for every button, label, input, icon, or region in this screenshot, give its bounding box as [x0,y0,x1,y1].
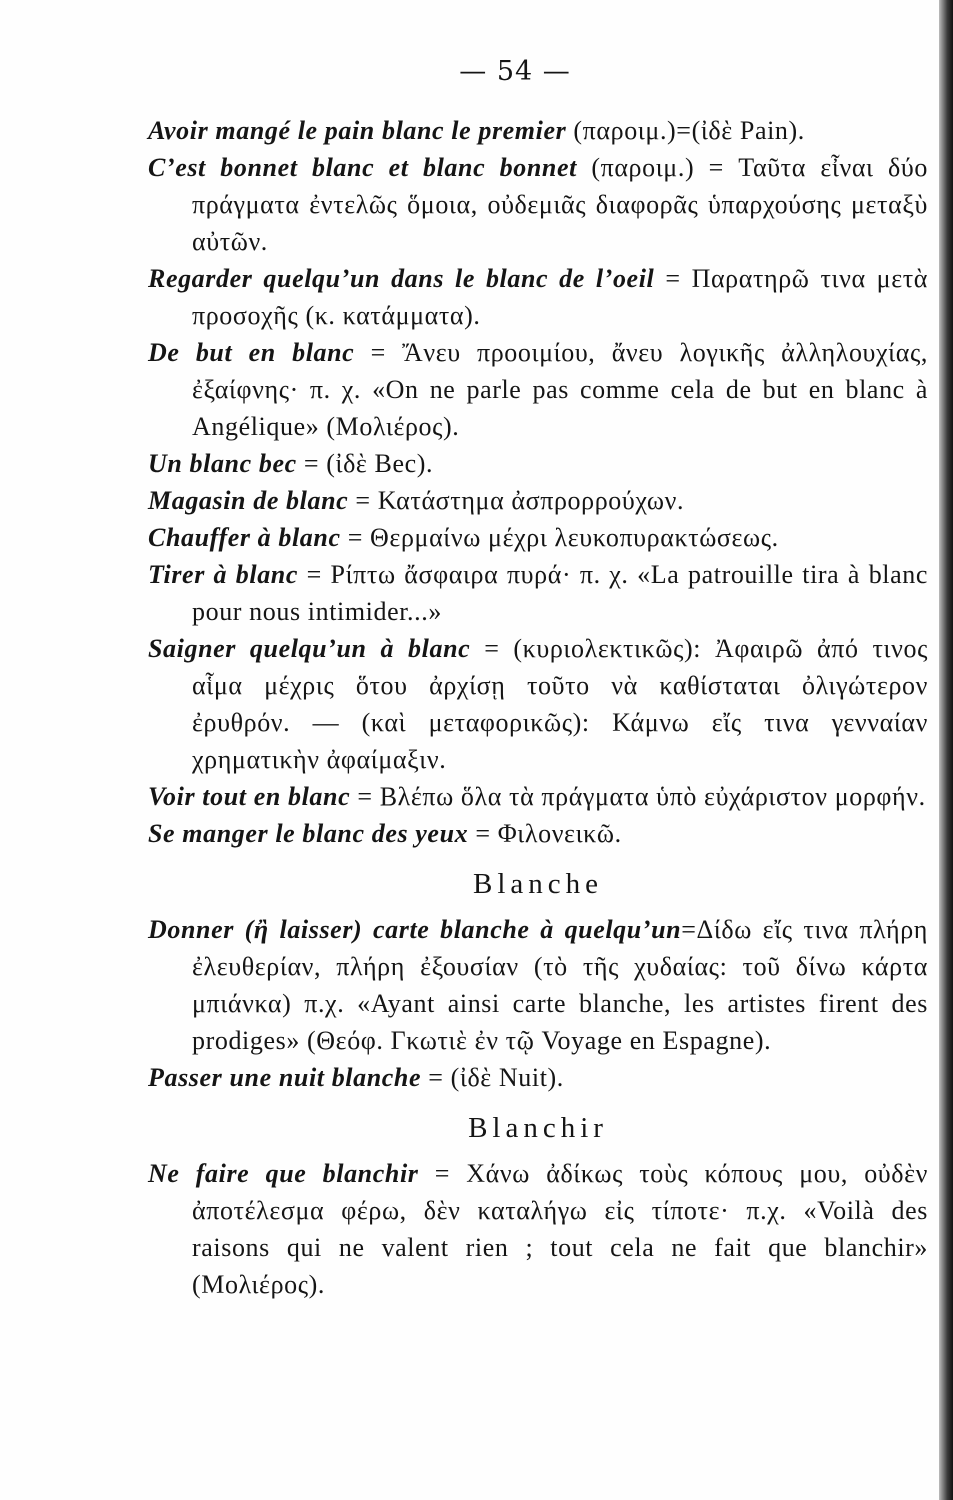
section-heading-blanchir: Blanchir [468,1112,608,1144]
entry-definition: = Θερμαίνω μέχρι λευκοπυρακτώσεως. [340,523,779,552]
entry-definition: = Ρίπτω ἄσφαιρα πυρά· π. χ. «La patrouille tira à blanc pour nous intimider...» [192,560,928,626]
entry-phrase: Se manger le blanc des yeux [148,819,469,848]
entry [148,1155,928,1303]
entry [148,519,928,556]
entry-definition: = Ἄνευ προοιμίου, ἄνευ λογικῆς ἀλληλουχίας, ἐξαίφνης· π. χ. «On ne parle pas comme cela de but en blanc à Angélique» (Μολιέρος). [192,338,928,441]
entry [148,149,928,260]
entry-definition: (παροιμ.)=(ἰδὲ Pain). [566,116,805,145]
entry [148,630,928,778]
entry-phrase: De but en blanc [148,338,355,367]
entry-definition: = Χάνω ἀδίκως τοὺς κόπους μου, οὐδὲν ἀποτέλεσμα φέρω, δὲν καταλήγω εἰς τίποτε· π.χ. «Voilà des raisons qui ne valent rien ; tout cela ne fait que blanchir» (Μολιέρος). [192,1159,928,1299]
entry [148,815,928,852]
entry-definition: = Φιλονεικῶ. [468,819,622,848]
entry-phrase: C’est bonnet blanc et blanc bonnet [148,153,577,182]
entry-phrase: Donner (ἢ laisser) carte blanche à quelqu’un [148,915,682,944]
entry [148,445,928,482]
entry-definition: (παροιμ.) = Ταῦτα εἶναι δύο πράγματα ἐντελῶς ὅμοια, οὐδεμιᾶς διαφορᾶς ὑπαρχούσης μεταξὺ αὐτῶν. [192,153,928,256]
entry [148,260,928,334]
entry [148,778,928,815]
dictionary-entries [148,112,928,1303]
entry-phrase: Voir tout en blanc [148,782,351,811]
entry-definition: =Δίδω εἴς τινα πλήρη ἐλευθερίαν, πλήρη ἐξουσίαν (τὸ τῆς χυδαίας: τοῦ δίνω κάρτα μπιάνκα) π.χ. «Ayant ainsi carte blanche, les artistes firent des prodiges» (Θεόφ. Γκωτιὲ ἐν τῷ Voyage en Espagne). [192,915,928,1055]
entry [148,482,928,519]
entry-phrase: Un blanc bec [148,449,297,478]
entry-definition: = (ἰδὲ Nuit). [421,1063,564,1092]
entry-definition: = (ἰδὲ Bec). [296,449,434,478]
page-number: — 54 — [459,56,571,87]
entry-phrase: Tirer à blanc [148,560,298,589]
entry [148,334,928,445]
entry-definition: = Κατάστημα ἀσπρορρούχων. [348,486,685,515]
entry-phrase: Ne faire que blanchir [148,1159,419,1188]
entry [148,556,928,630]
entry [148,1059,928,1096]
entry-definition: = (κυριολεκτικῶς): Ἀφαιρῶ ἀπό τινος αἷμα μέχρις ὅτου ἀρχίσῃ τοῦτο νὰ καθίσταται ὀλιγώτερον ἐρυθρόν. — (καὶ μεταφορικῶς): Κάμνω εἴς τινα γενναίαν χρηματικὴν ἀφαίμαξιν. [192,634,928,774]
entry-phrase: Chauffer à blanc [148,523,341,552]
entry-phrase: Passer une nuit blanche [148,1063,422,1092]
entry [148,911,928,1059]
entry-definition: = Παρατηρῶ τινα μετὰ προσοχῆς (κ. κατάμματα). [192,264,928,330]
book-spine-shadow [939,0,953,1500]
entry-phrase: Avoir mangé le pain blanc le premier [148,116,567,145]
section-heading-blanche: Blanche [472,868,603,900]
entry [148,112,928,149]
entry-definition: = Βλέπω ὅλα τὰ πράγματα ὑπὸ εὐχάριστον μορφήν. [350,782,926,811]
entry-phrase: Saigner quelqu’un à blanc [148,634,471,663]
entry-phrase: Regarder quelqu’un dans le blanc de l’oeil [148,264,655,293]
entry-phrase: Magasin de blanc [148,486,349,515]
